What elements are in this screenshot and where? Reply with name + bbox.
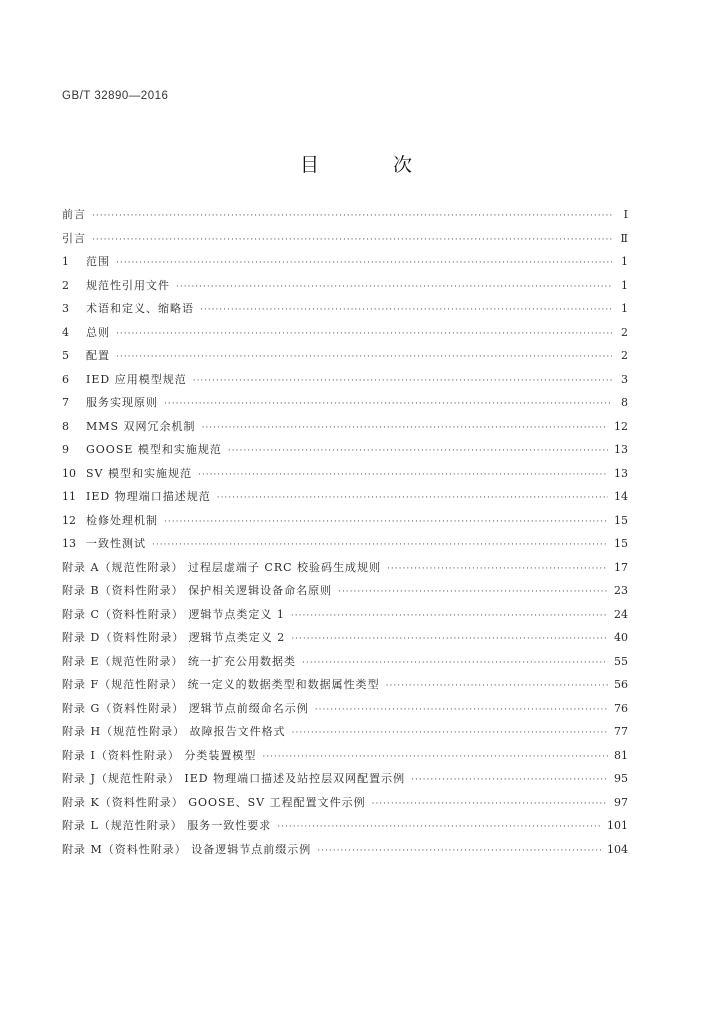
toc-leader-dots — [116, 352, 612, 362]
toc-leader-dots — [262, 752, 608, 762]
toc-entry-label: 配置 — [86, 349, 110, 362]
toc-entry-page: 15 — [614, 537, 628, 550]
toc-leader-dots — [338, 587, 608, 597]
toc-entry[interactable] — [62, 653, 628, 677]
toc-leader-dots — [302, 658, 608, 668]
toc-leader-dots — [202, 423, 608, 433]
toc-entry[interactable] — [62, 441, 628, 465]
toc-entry-label: IED 物理端口描述规范 — [86, 490, 211, 503]
toc-entry[interactable] — [62, 277, 628, 301]
toc-entry-label: 一致性测试 — [86, 537, 146, 550]
toc-entry-label: 附录 C（资料性附录） 逻辑节点类定义 1 — [62, 607, 285, 621]
toc-leader-dots — [315, 705, 608, 715]
toc-entry-label: 附录 G（资料性附录） 逻辑节点前缀命名示例 — [62, 701, 309, 715]
toc-leader-dots — [116, 258, 612, 268]
toc-entry-label: 附录 K（资料性附录） GOOSE、SV 工程配置文件示例 — [62, 795, 366, 809]
toc-entry-label: 前言 — [62, 208, 86, 221]
toc-leader-dots — [291, 611, 608, 621]
toc-entry-page: 1 — [621, 278, 628, 292]
toc-entry-page: 8 — [621, 396, 628, 409]
toc-entry-page: Ⅰ — [623, 208, 628, 221]
toc-entry-page: 104 — [607, 842, 628, 856]
toc-leader-dots — [200, 305, 612, 315]
toc-entry[interactable] — [62, 230, 628, 254]
toc-entry[interactable] — [62, 535, 628, 559]
toc-entry[interactable] — [62, 394, 628, 418]
toc-entry[interactable] — [62, 512, 628, 536]
toc-entry[interactable] — [62, 770, 628, 794]
toc-entry-label: 范围 — [86, 255, 110, 268]
toc-entry-page: 13 — [614, 443, 628, 456]
page-title: 目 次 — [299, 154, 447, 176]
toc-entry-number: 9 — [62, 443, 69, 456]
toc-leader-dots — [92, 211, 612, 221]
toc-leader-dots — [164, 517, 608, 527]
toc-entry[interactable] — [62, 347, 628, 371]
toc-entry[interactable] — [62, 371, 628, 395]
toc-entry-page: 17 — [614, 560, 628, 574]
toc-leader-dots — [387, 564, 608, 574]
toc-leader-dots — [228, 446, 608, 456]
toc-leader-dots — [116, 329, 612, 339]
toc-leader-dots — [152, 540, 608, 550]
toc-entry-page: 12 — [614, 419, 628, 433]
toc-entry-number: 6 — [62, 372, 69, 386]
toc-entry-page: 2 — [621, 325, 628, 339]
toc-leader-dots — [372, 799, 608, 809]
toc-entry[interactable] — [62, 747, 628, 771]
toc-entry-label: 附录 E（规范性附录） 统一扩充公用数据类 — [62, 654, 297, 668]
toc-entry-page: 76 — [614, 701, 628, 715]
table-of-contents — [62, 206, 628, 864]
toc-entry-label: GOOSE 模型和实施规范 — [86, 443, 222, 456]
toc-leader-dots — [317, 846, 601, 856]
toc-entry[interactable] — [62, 488, 628, 512]
toc-leader-dots — [164, 399, 612, 409]
toc-entry-number: 4 — [62, 325, 69, 339]
toc-entry-label: 检修处理机制 — [86, 513, 158, 527]
toc-entry-label: 附录 J（规范性附录） IED 物理端口描述及站控层双网配置示例 — [62, 772, 406, 785]
toc-entry-page: 97 — [614, 795, 628, 809]
toc-entry-page: 23 — [614, 584, 628, 597]
toc-entry-label: 附录 M（资料性附录） 设备逻辑节点前缀示例 — [62, 842, 312, 856]
toc-entry[interactable] — [62, 300, 628, 324]
toc-entry-number: 7 — [62, 396, 69, 409]
toc-entry[interactable] — [62, 418, 628, 442]
standard-code: GB/T 32890—2016 — [62, 90, 169, 102]
toc-entry[interactable] — [62, 723, 628, 747]
toc-entry-label: IED 应用模型规范 — [86, 372, 187, 386]
toc-leader-dots — [292, 728, 608, 738]
toc-entry-label: 服务实现原则 — [86, 396, 158, 409]
toc-entry-page: 40 — [614, 631, 628, 644]
toc-entry[interactable] — [62, 324, 628, 348]
toc-entry-page: 24 — [614, 607, 628, 621]
toc-entry-number: 13 — [62, 537, 76, 550]
toc-leader-dots — [198, 470, 608, 480]
toc-leader-dots — [277, 822, 601, 832]
toc-entry[interactable] — [62, 794, 628, 818]
toc-entry[interactable] — [62, 676, 628, 700]
toc-entry-number: 1 — [62, 255, 69, 268]
toc-entry[interactable] — [62, 465, 628, 489]
toc-entry-number: 8 — [62, 419, 69, 433]
toc-leader-dots — [92, 235, 612, 245]
toc-entry-page: 55 — [614, 654, 628, 668]
toc-entry-page: 101 — [607, 819, 628, 832]
toc-entry-label: 术语和定义、缩略语 — [86, 302, 194, 315]
toc-entry-page: 14 — [614, 490, 628, 503]
toc-entry-number: 11 — [62, 490, 76, 503]
toc-entry-label: 附录 L（规范性附录） 服务一致性要求 — [62, 819, 272, 832]
toc-entry-number: 10 — [62, 466, 76, 480]
toc-leader-dots — [411, 775, 608, 785]
toc-entry-page: 13 — [614, 466, 628, 480]
toc-entry-label: 附录 I（资料性附录） 分类装置模型 — [62, 748, 257, 762]
toc-entry-page: Ⅱ — [620, 231, 628, 245]
toc-entry[interactable] — [62, 253, 628, 277]
toc-entry-label: 引言 — [62, 231, 86, 245]
toc-entry-page: 77 — [614, 725, 628, 738]
toc-entry-page: 81 — [614, 748, 628, 762]
toc-leader-dots — [176, 282, 612, 292]
toc-entry-page: 2 — [621, 349, 628, 362]
toc-leader-dots — [193, 376, 612, 386]
toc-entry[interactable] — [62, 629, 628, 653]
toc-entry-number: 12 — [62, 513, 76, 527]
toc-entry[interactable] — [62, 582, 628, 606]
toc-entry-page: 1 — [621, 302, 628, 315]
toc-entry[interactable] — [62, 559, 628, 583]
toc-entry-label: 附录 H（规范性附录） 故障报告文件格式 — [62, 725, 286, 738]
toc-entry[interactable] — [62, 606, 628, 630]
toc-entry[interactable] — [62, 700, 628, 724]
toc-entry-page: 15 — [614, 513, 628, 527]
toc-entry-label: 规范性引用文件 — [86, 278, 170, 292]
toc-entry-label: 附录 F（规范性附录） 统一定义的数据类型和数据属性类型 — [62, 678, 380, 691]
toc-entry-label: 附录 D（资料性附录） 逻辑节点类定义 2 — [62, 631, 286, 644]
toc-entry-page: 1 — [621, 255, 628, 268]
toc-entry-number: 2 — [62, 278, 69, 292]
toc-entry-page: 3 — [621, 372, 628, 386]
toc-entry-page: 56 — [614, 678, 628, 691]
toc-entry-label: 附录 B（资料性附录） 保护相关逻辑设备命名原则 — [62, 584, 333, 597]
toc-entry-label: 附录 A（规范性附录） 过程层虚端子 CRC 校验码生成规则 — [62, 560, 382, 574]
toc-entry-number: 3 — [62, 302, 69, 315]
toc-entry-page: 95 — [614, 772, 628, 785]
toc-entry-label: MMS 双网冗余机制 — [86, 419, 196, 433]
toc-entry-label: SV 模型和实施规范 — [86, 466, 192, 480]
toc-entry[interactable] — [62, 817, 628, 841]
toc-entry[interactable] — [62, 841, 628, 865]
toc-leader-dots — [217, 493, 608, 503]
toc-entry-number: 5 — [62, 349, 69, 362]
toc-leader-dots — [386, 681, 608, 691]
toc-leader-dots — [291, 634, 608, 644]
toc-entry[interactable] — [62, 206, 628, 230]
toc-entry-label: 总则 — [86, 325, 110, 339]
